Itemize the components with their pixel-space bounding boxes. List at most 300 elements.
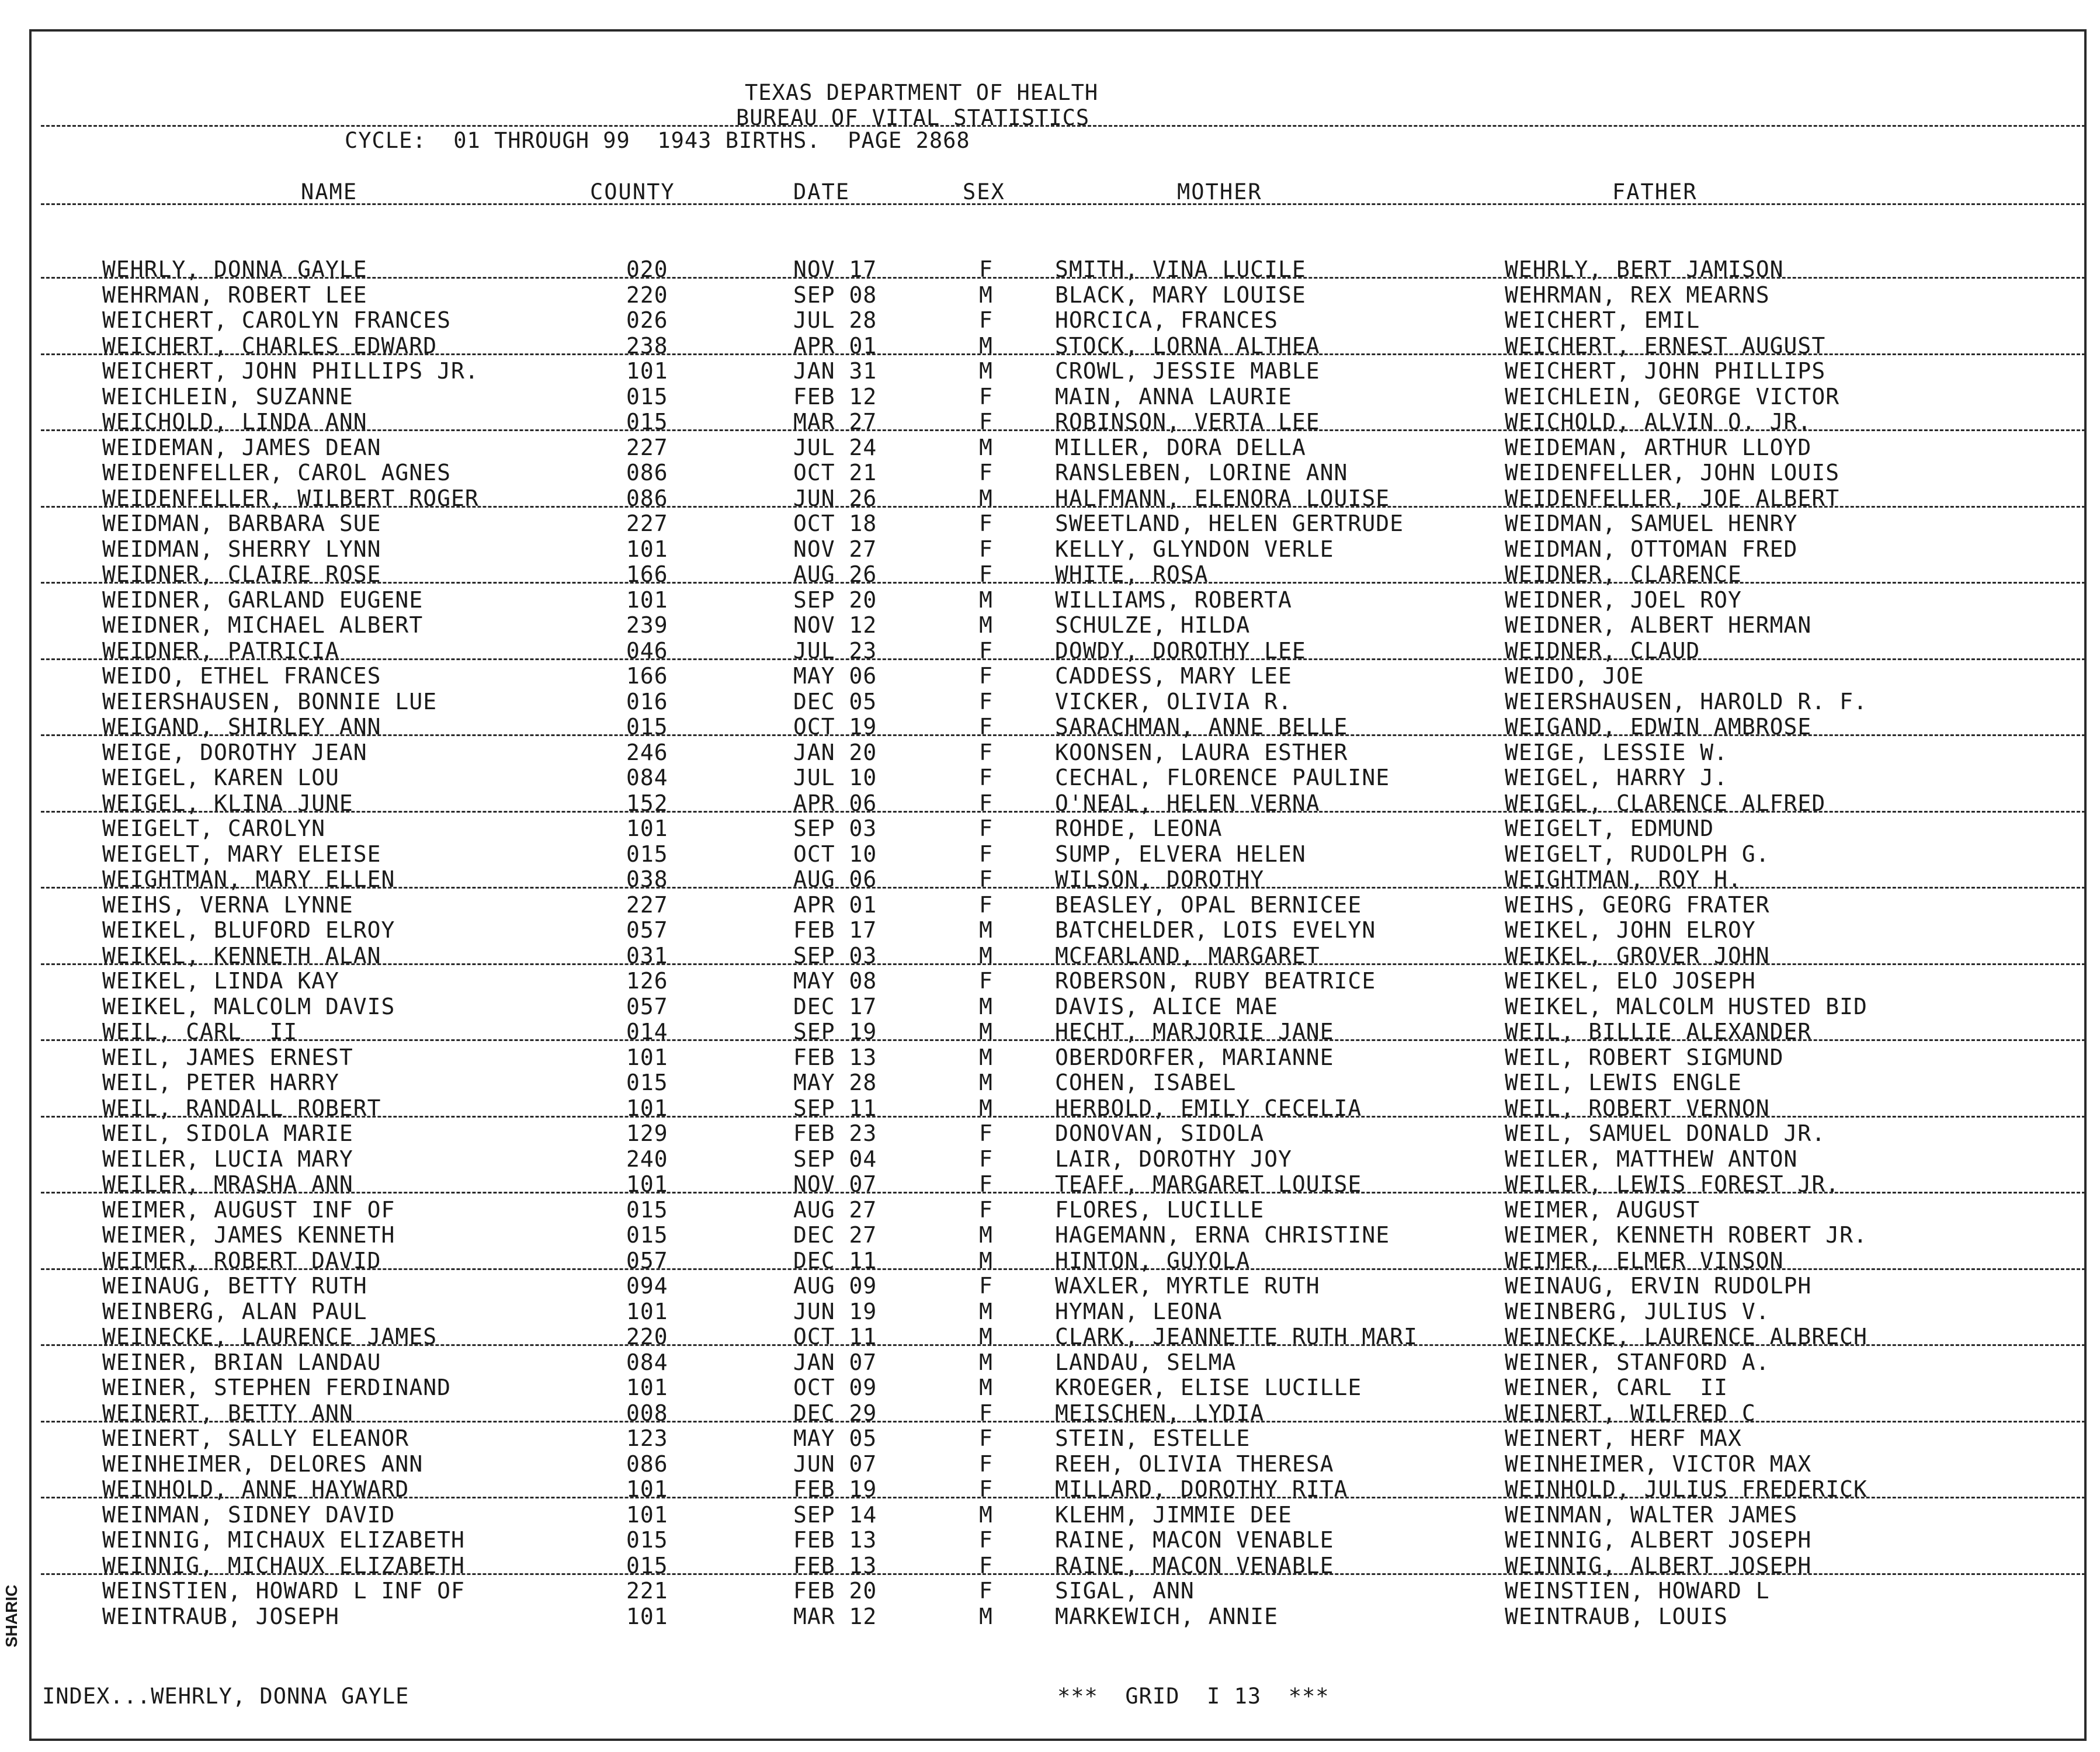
- record-name: WEHRLY, DONNA GAYLE: [102, 256, 367, 282]
- record-name: WEINTRAUB, JOSEPH: [102, 1603, 339, 1629]
- record-name: WEHRMAN, ROBERT LEE: [102, 282, 367, 308]
- row-band-separator: [41, 582, 2085, 584]
- record-mother: MAIN, ANNA LAURIE: [1055, 383, 1292, 410]
- record-date: JUN 07: [793, 1451, 877, 1477]
- record-father: WEICHERT, EMIL: [1505, 307, 1700, 333]
- record-mother: STEIN, ESTELLE: [1055, 1425, 1251, 1451]
- record-name: WEIKEL, MALCOLM DAVIS: [102, 993, 395, 1019]
- record-sex: M: [979, 587, 993, 613]
- record-date: JUL 24: [793, 434, 877, 460]
- record-date: JUL 23: [793, 637, 877, 664]
- record-mother: HINTON, GUYOLA: [1055, 1247, 1251, 1274]
- record-mother: CECHAL, FLORENCE PAULINE: [1055, 765, 1390, 790]
- record-county: 086: [626, 460, 668, 485]
- record-row: [0, 511, 2100, 536]
- row-band-separator: [41, 506, 2085, 508]
- record-sex: M: [979, 1603, 993, 1629]
- record-county: 238: [626, 332, 668, 359]
- record-date: JUN 19: [793, 1298, 877, 1324]
- record-county: 101: [626, 1603, 668, 1629]
- record-mother: SMITH, VINA LUCILE: [1055, 256, 1306, 282]
- record-name: WEINECKE, LAURENCE JAMES: [102, 1324, 438, 1349]
- record-county: 057: [626, 1247, 668, 1274]
- record-mother: MILLER, DORA DELLA: [1055, 434, 1306, 460]
- record-name: WEIKEL, KENNETH ALAN: [102, 942, 381, 969]
- record-father: WEICHERT, ERNEST AUGUST: [1505, 332, 1826, 359]
- record-mother: DAVIS, ALICE MAE: [1055, 993, 1279, 1019]
- record-county: 220: [626, 1324, 668, 1349]
- record-mother: O'NEAL, HELEN VERNA: [1055, 790, 1320, 816]
- record-name: WEINHOLD, ANNE HAYWARD: [102, 1476, 409, 1502]
- record-sex: F: [979, 1578, 993, 1604]
- record-county: 227: [626, 434, 668, 460]
- record-date: DEC 17: [793, 993, 877, 1019]
- row-band-separator: [41, 1421, 2085, 1423]
- record-date: AUG 26: [793, 561, 877, 587]
- record-date: JUL 28: [793, 307, 877, 333]
- record-name: WEIDNER, MICHAEL ALBERT: [102, 612, 424, 638]
- record-father: WEIKEL, GROVER JOHN: [1505, 942, 1770, 969]
- record-county: 015: [626, 1222, 668, 1248]
- record-father: WEINECKE, LAURENCE ALBRECH: [1505, 1324, 1868, 1349]
- row-band-separator: [41, 1344, 2085, 1346]
- record-father: WEIGHTMAN, ROY H.: [1505, 866, 1742, 892]
- record-sex: M: [979, 1501, 993, 1528]
- record-date: JAN 07: [793, 1349, 877, 1375]
- record-name: WEIMER, JAMES KENNETH: [102, 1222, 395, 1248]
- record-county: 046: [626, 637, 668, 664]
- record-name: WEIDNER, GARLAND EUGENE: [102, 587, 424, 613]
- record-county: 166: [626, 561, 668, 587]
- record-name: WEIGEL, KAREN LOU: [102, 765, 339, 790]
- record-county: 129: [626, 1120, 668, 1146]
- record-sex: M: [979, 1375, 993, 1400]
- record-row: [0, 1528, 2100, 1553]
- record-sex: F: [979, 307, 993, 333]
- record-father: WEIKEL, MALCOLM HUSTED BID: [1505, 993, 1868, 1019]
- record-county: 239: [626, 612, 668, 638]
- record-name: WEIL, RANDALL ROBERT: [102, 1095, 381, 1121]
- record-date: NOV 12: [793, 612, 877, 638]
- record-name: WEIKEL, LINDA KAY: [102, 968, 339, 994]
- record-father: WEIGEL, CLARENCE ALFRED: [1505, 790, 1826, 816]
- record-mother: ROHDE, LEONA: [1055, 816, 1223, 841]
- record-father: WEIGEL, HARRY J.: [1505, 765, 1728, 790]
- record-father: WEIGAND, EDWIN AMBROSE: [1505, 714, 1812, 740]
- record-mother: KELLY, GLYNDON VERLE: [1055, 536, 1334, 562]
- record-sex: M: [979, 282, 993, 308]
- record-sex: F: [979, 816, 993, 841]
- record-name: WEINNIG, MICHAUX ELIZABETH: [102, 1552, 465, 1578]
- record-county: 084: [626, 765, 668, 790]
- record-sex: F: [979, 1527, 993, 1553]
- record-mother: WILSON, DOROTHY: [1055, 866, 1265, 892]
- record-sex: F: [979, 663, 993, 689]
- record-name: WEIMER, AUGUST INF OF: [102, 1196, 395, 1223]
- row-band-separator: [41, 1268, 2085, 1270]
- record-father: WEIDEMAN, ARTHUR LLOYD: [1505, 434, 1812, 460]
- record-county: 101: [626, 1298, 668, 1324]
- record-county: 227: [626, 891, 668, 918]
- record-name: WEINERT, SALLY ELEANOR: [102, 1425, 409, 1451]
- record-county: 086: [626, 485, 668, 511]
- record-county: 057: [626, 917, 668, 943]
- row-band-separator: [41, 429, 2085, 431]
- record-date: SEP 03: [793, 942, 877, 969]
- row-band-separator: [41, 1039, 2085, 1041]
- record-father: WEINSTIEN, HOWARD L: [1505, 1578, 1770, 1604]
- record-mother: CROWL, JESSIE MABLE: [1055, 358, 1320, 384]
- record-row: [0, 588, 2100, 613]
- record-name: WEINER, BRIAN LANDAU: [102, 1349, 381, 1375]
- column-header-father: FATHER: [1612, 179, 1698, 204]
- record-name: WEICHLEIN, SUZANNE: [102, 383, 353, 410]
- record-county: 031: [626, 942, 668, 969]
- record-county: 101: [626, 1501, 668, 1528]
- record-name: WEIKEL, BLUFORD ELROY: [102, 917, 395, 943]
- record-county: 084: [626, 1349, 668, 1375]
- record-mother: MCFARLAND, MARGARET: [1055, 942, 1320, 969]
- record-county: 101: [626, 1044, 668, 1070]
- record-sex: F: [979, 765, 993, 790]
- cycle-line: CYCLE: 01 THROUGH 99 1943 BIRTHS. PAGE 2868: [345, 128, 970, 153]
- record-mother: HORCICA, FRANCES: [1055, 307, 1279, 333]
- record-date: MAY 05: [793, 1425, 877, 1451]
- record-father: WEIKEL, JOHN ELROY: [1505, 917, 1756, 943]
- record-mother: ROBERSON, RUBY BEATRICE: [1055, 968, 1376, 994]
- record-date: SEP 20: [793, 587, 877, 613]
- record-mother: SUMP, ELVERA HELEN: [1055, 841, 1306, 867]
- record-name: WEIGELT, MARY ELEISE: [102, 841, 381, 867]
- record-county: 123: [626, 1425, 668, 1451]
- record-name: WEIDNER, PATRICIA: [102, 637, 339, 664]
- record-sex: F: [979, 841, 993, 867]
- record-date: OCT 09: [793, 1375, 877, 1400]
- record-sex: M: [979, 1247, 993, 1274]
- record-row: [0, 1223, 2100, 1248]
- record-county: 152: [626, 790, 668, 816]
- record-date: SEP 11: [793, 1095, 877, 1121]
- record-date: OCT 10: [793, 841, 877, 867]
- record-mother: RAINE, MACON VENABLE: [1055, 1527, 1334, 1553]
- record-date: OCT 18: [793, 511, 877, 536]
- record-mother: CADDESS, MARY LEE: [1055, 663, 1292, 689]
- record-mother: HERBOLD, EMILY CECELIA: [1055, 1095, 1362, 1121]
- record-mother: WAXLER, MYRTLE RUTH: [1055, 1273, 1320, 1299]
- row-band-separator: [41, 1573, 2085, 1575]
- record-date: APR 01: [793, 891, 877, 918]
- record-row: [0, 1121, 2100, 1146]
- record-name: WEINMAN, SIDNEY DAVID: [102, 1501, 395, 1528]
- record-father: WEIDNER, CLAUD: [1505, 637, 1700, 664]
- record-sex: M: [979, 332, 993, 359]
- record-mother: SWEETLAND, HELEN GERTRUDE: [1055, 511, 1404, 536]
- record-date: DEC 05: [793, 688, 877, 714]
- record-sex: M: [979, 434, 993, 460]
- record-mother: VICKER, OLIVIA R.: [1055, 688, 1292, 714]
- grid-footer: *** GRID I 13 ***: [1057, 1684, 1330, 1709]
- department-title: TEXAS DEPARTMENT OF HEALTH: [745, 80, 1099, 105]
- record-sex: F: [979, 561, 993, 587]
- record-father: WEIL, ROBERT VERNON: [1505, 1095, 1770, 1121]
- record-mother: CLARK, JEANNETTE RUTH MARI: [1055, 1324, 1418, 1349]
- record-date: OCT 19: [793, 714, 877, 740]
- record-date: MAR 27: [793, 409, 877, 435]
- record-mother: MILLARD, DOROTHY RITA: [1055, 1476, 1348, 1502]
- record-date: SEP 14: [793, 1501, 877, 1528]
- record-father: WEINBERG, JULIUS V.: [1505, 1298, 1770, 1324]
- record-row: [0, 1045, 2100, 1070]
- index-footer: INDEX...WEHRLY, DONNA GAYLE: [42, 1684, 409, 1709]
- record-name: WEILER, LUCIA MARY: [102, 1146, 353, 1172]
- record-date: JUL 10: [793, 765, 877, 790]
- record-sex: F: [979, 383, 993, 410]
- record-county: 026: [626, 307, 668, 333]
- record-father: WEIDNER, CLARENCE: [1505, 561, 1742, 587]
- record-name: WEIDMAN, SHERRY LYNN: [102, 536, 381, 562]
- record-father: WEICHLEIN, GEORGE VICTOR: [1505, 383, 1840, 410]
- record-mother: BEASLEY, OPAL BERNICEE: [1055, 891, 1362, 918]
- record-row: [0, 1350, 2100, 1375]
- record-sex: F: [979, 536, 993, 562]
- record-father: WEINER, STANFORD A.: [1505, 1349, 1770, 1375]
- record-sex: F: [979, 1552, 993, 1578]
- record-row: [0, 613, 2100, 638]
- row-band-separator: [41, 1192, 2085, 1194]
- record-mother: HAGEMANN, ERNA CHRISTINE: [1055, 1222, 1390, 1248]
- record-row: [0, 1426, 2100, 1451]
- record-sex: M: [979, 1044, 993, 1070]
- record-date: DEC 11: [793, 1247, 877, 1274]
- record-father: WEIGELT, EDMUND: [1505, 816, 1714, 841]
- record-sex: M: [979, 917, 993, 943]
- record-county: 015: [626, 383, 668, 410]
- record-date: JAN 31: [793, 358, 877, 384]
- record-mother: SIGAL, ANN: [1055, 1578, 1195, 1604]
- record-county: 101: [626, 587, 668, 613]
- record-mother: TEAFF, MARGARET LOUISE: [1055, 1171, 1362, 1197]
- record-row: [0, 1578, 2100, 1604]
- record-father: WEIDNER, JOEL ROY: [1505, 587, 1742, 613]
- record-father: WEIMER, ELMER VINSON: [1505, 1247, 1784, 1274]
- record-sex: F: [979, 1451, 993, 1477]
- record-father: WEILER, MATTHEW ANTON: [1505, 1146, 1798, 1172]
- row-band-separator: [41, 277, 2085, 279]
- record-father: WEIDO, JOE: [1505, 663, 1644, 689]
- record-father: WEIDMAN, SAMUEL HENRY: [1505, 511, 1798, 536]
- record-name: WEIDO, ETHEL FRANCES: [102, 663, 381, 689]
- record-father: WEIHS, GEORG FRATER: [1505, 891, 1770, 918]
- record-date: FEB 19: [793, 1476, 877, 1502]
- record-county: 020: [626, 256, 668, 282]
- record-name: WEICHERT, CHARLES EDWARD: [102, 332, 438, 359]
- column-header-county: COUNTY: [590, 179, 675, 204]
- record-father: WEILER, LEWIS FOREST JR.: [1505, 1171, 1840, 1197]
- record-county: 101: [626, 1375, 668, 1400]
- record-date: MAY 28: [793, 1070, 877, 1095]
- record-date: FEB 13: [793, 1044, 877, 1070]
- record-row: [0, 359, 2100, 384]
- record-sex: F: [979, 1273, 993, 1299]
- record-mother: HECHT, MARJORIE JANE: [1055, 1019, 1334, 1045]
- record-county: 220: [626, 282, 668, 308]
- record-date: JUN 26: [793, 485, 877, 511]
- row-band-separator: [41, 811, 2085, 813]
- record-sex: F: [979, 688, 993, 714]
- record-sex: M: [979, 1324, 993, 1349]
- record-sex: F: [979, 968, 993, 994]
- record-father: WEIDENFELLER, JOE ALBERT: [1505, 485, 1840, 511]
- record-date: SEP 08: [793, 282, 877, 308]
- record-name: WEIL, JAMES ERNEST: [102, 1044, 353, 1070]
- record-name: WEIGE, DOROTHY JEAN: [102, 739, 367, 765]
- record-sex: F: [979, 511, 993, 536]
- record-date: FEB 20: [793, 1578, 877, 1604]
- record-sex: M: [979, 612, 993, 638]
- record-sex: F: [979, 637, 993, 664]
- record-sex: F: [979, 409, 993, 435]
- record-name: WEINAUG, BETTY RUTH: [102, 1273, 367, 1299]
- record-sex: F: [979, 1171, 993, 1197]
- record-date: FEB 17: [793, 917, 877, 943]
- record-mother: DONOVAN, SIDOLA: [1055, 1120, 1265, 1146]
- record-sex: F: [979, 891, 993, 918]
- record-name: WEINNIG, MICHAUX ELIZABETH: [102, 1527, 465, 1553]
- record-name: WEILER, MRASHA ANN: [102, 1171, 353, 1197]
- record-sex: F: [979, 460, 993, 485]
- record-county: 015: [626, 1527, 668, 1553]
- record-father: WEIL, LEWIS ENGLE: [1505, 1070, 1742, 1095]
- record-father: WEINER, CARL II: [1505, 1375, 1728, 1400]
- record-date: SEP 19: [793, 1019, 877, 1045]
- record-row: [0, 816, 2100, 841]
- record-date: MAY 06: [793, 663, 877, 689]
- record-row: [0, 384, 2100, 410]
- record-mother: OBERDORFER, MARIANNE: [1055, 1044, 1334, 1070]
- record-mother: WILLIAMS, ROBERTA: [1055, 587, 1292, 613]
- record-mother: BLACK, MARY LOUISE: [1055, 282, 1306, 308]
- record-date: FEB 13: [793, 1527, 877, 1553]
- record-county: 015: [626, 409, 668, 435]
- column-header-date: DATE: [793, 179, 851, 204]
- record-mother: RANSLEBEN, LORINE ANN: [1055, 460, 1348, 485]
- record-name: WEICHERT, CAROLYN FRANCES: [102, 307, 451, 333]
- record-date: NOV 07: [793, 1171, 877, 1197]
- record-row: [0, 765, 2100, 790]
- column-header-name: NAME: [301, 179, 358, 204]
- record-name: WEIGEL, KLINA JUNE: [102, 790, 353, 816]
- record-father: WEIL, BILLIE ALEXANDER: [1505, 1019, 1812, 1045]
- record-mother: HYMAN, LEONA: [1055, 1298, 1223, 1324]
- record-mother: RAINE, MACON VENABLE: [1055, 1552, 1334, 1578]
- record-county: 015: [626, 1552, 668, 1578]
- record-date: FEB 13: [793, 1552, 877, 1578]
- record-row: [0, 689, 2100, 714]
- record-father: WEIMER, AUGUST: [1505, 1196, 1700, 1223]
- record-sex: F: [979, 1476, 993, 1502]
- record-county: 101: [626, 536, 668, 562]
- record-date: NOV 17: [793, 256, 877, 282]
- record-date: NOV 27: [793, 536, 877, 562]
- record-row: [0, 308, 2100, 333]
- record-mother: HALFMANN, ELENORA LOUISE: [1055, 485, 1390, 511]
- record-row: [0, 1070, 2100, 1095]
- record-county: 240: [626, 1146, 668, 1172]
- record-row: [0, 460, 2100, 485]
- record-father: WEICHERT, JOHN PHILLIPS: [1505, 358, 1826, 384]
- record-date: AUG 06: [793, 866, 877, 892]
- record-mother: LANDAU, SELMA: [1055, 1349, 1237, 1375]
- record-county: 221: [626, 1578, 668, 1604]
- record-sex: M: [979, 1349, 993, 1375]
- record-date: FEB 12: [793, 383, 877, 410]
- record-name: WEINSTIEN, HOWARD L INF OF: [102, 1578, 465, 1604]
- record-county: 014: [626, 1019, 668, 1045]
- record-county: 101: [626, 1171, 668, 1197]
- record-sex: F: [979, 1196, 993, 1223]
- record-sex: M: [979, 485, 993, 511]
- record-name: WEIGHTMAN, MARY ELLEN: [102, 866, 395, 892]
- record-mother: BATCHELDER, LOIS EVELYN: [1055, 917, 1376, 943]
- record-father: WEIGELT, RUDOLPH G.: [1505, 841, 1770, 867]
- record-name: WEIDNER, CLAIRE ROSE: [102, 561, 381, 587]
- record-row: [0, 1452, 2100, 1477]
- record-mother: COHEN, ISABEL: [1055, 1070, 1237, 1095]
- record-mother: MEISCHEN, LYDIA: [1055, 1400, 1265, 1426]
- record-name: WEINBERG, ALAN PAUL: [102, 1298, 367, 1324]
- record-name: WEIL, PETER HARRY: [102, 1070, 339, 1095]
- record-father: WEIL, ROBERT SIGMUND: [1505, 1044, 1784, 1070]
- record-mother: LAIR, DOROTHY JOY: [1055, 1146, 1292, 1172]
- record-mother: FLORES, LUCILLE: [1055, 1196, 1265, 1223]
- row-band-separator: [41, 887, 2085, 889]
- record-row: [0, 1604, 2100, 1629]
- record-county: 015: [626, 1070, 668, 1095]
- record-date: MAR 12: [793, 1603, 877, 1629]
- record-father: WEIMER, KENNETH ROBERT JR.: [1505, 1222, 1868, 1248]
- record-name: WEINERT, BETTY ANN: [102, 1400, 353, 1426]
- bureau-title: BUREAU OF VITAL STATISTICS: [736, 105, 1090, 130]
- record-sex: F: [979, 1146, 993, 1172]
- record-row: [0, 1503, 2100, 1528]
- record-mother: WHITE, ROSA: [1055, 561, 1209, 587]
- record-county: 086: [626, 1451, 668, 1477]
- record-mother: REEH, OLIVIA THERESA: [1055, 1451, 1334, 1477]
- record-sex: F: [979, 739, 993, 765]
- record-father: WEHRMAN, REX MEARNS: [1505, 282, 1770, 308]
- record-date: OCT 21: [793, 460, 877, 485]
- record-row: [0, 435, 2100, 460]
- record-father: WEINNIG, ALBERT JOSEPH: [1505, 1527, 1812, 1553]
- record-sex: F: [979, 1120, 993, 1146]
- column-header-sex: SEX: [963, 179, 1005, 204]
- record-sex: F: [979, 790, 993, 816]
- record-name: WEINER, STEPHEN FERDINAND: [102, 1375, 451, 1400]
- record-mother: ROBINSON, VERTA LEE: [1055, 409, 1320, 435]
- record-row: [0, 1274, 2100, 1299]
- record-father: WEICHOLD, ALVIN O. JR.: [1505, 409, 1812, 435]
- record-date: SEP 04: [793, 1146, 877, 1172]
- record-name: WEINHEIMER, DELORES ANN: [102, 1451, 424, 1477]
- record-name: WEIDENFELLER, CAROL AGNES: [102, 460, 451, 485]
- record-date: FEB 23: [793, 1120, 877, 1146]
- record-date: JAN 20: [793, 739, 877, 765]
- row-band-separator: [41, 1116, 2085, 1118]
- record-county: 016: [626, 688, 668, 714]
- record-father: WEINAUG, ERVIN RUDOLPH: [1505, 1273, 1812, 1299]
- record-sex: M: [979, 1095, 993, 1121]
- record-sex: M: [979, 1070, 993, 1095]
